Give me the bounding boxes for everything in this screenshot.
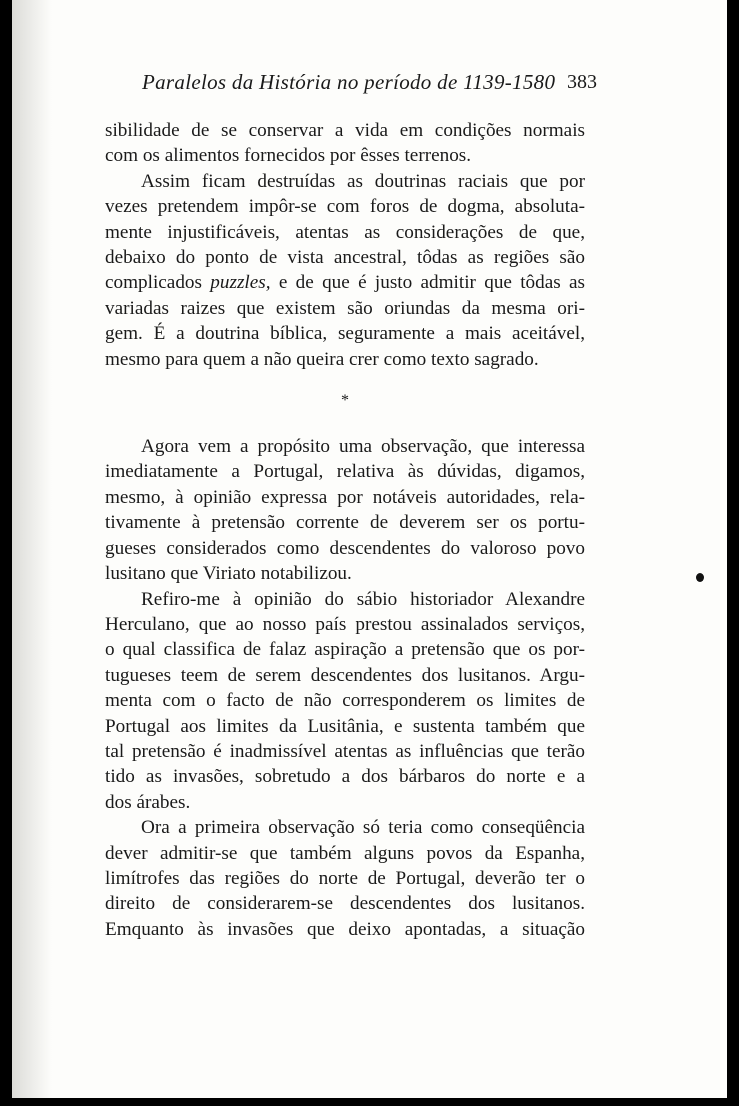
text-line: o qual classifica de falaz aspiração a pretensão que os por- <box>105 639 585 661</box>
page-gutter-shade <box>12 0 52 1098</box>
paragraph-1 <box>105 118 585 169</box>
italic-term: puzzles, <box>210 272 271 294</box>
text-line: Assim ficam destruídas as doutrinas raciais que por <box>141 170 585 192</box>
text-line: menta com o facto de não corresponderem os limites de <box>105 690 585 712</box>
text-line: mesmo para quem a não queira crer como texto sagrado. <box>105 348 539 370</box>
text-line: Emquanto às invasões que deixo apontadas, a situação <box>105 918 585 940</box>
text-line: gem. É a doutrina bíblica, seguramente a mais aceitável, <box>105 323 585 345</box>
text-line: com os alimentos fornecidos por êsses terrenos. <box>105 145 472 167</box>
text-line: gueses considerados como descendentes do valoroso povo <box>105 537 585 559</box>
text-line: dever admitir-se que também alguns povos da Espanha, <box>105 842 585 864</box>
text-line: tal pretensão é inadmissível atentas as influências que terão <box>105 740 585 762</box>
text-line: Agora vem a propósito uma observação, que interessa <box>141 436 585 458</box>
text-segment: complicados <box>105 272 202 294</box>
text-line: tivamente à pretensão corrente de deverem ser os portu- <box>105 512 585 534</box>
text-line: mesmo, à opinião expressa por notáveis autoridades, rela- <box>105 486 585 508</box>
text-line: sibilidade de se conservar a vida em condições normais <box>105 120 585 141</box>
body-text <box>105 118 585 942</box>
page-number: 383 <box>567 71 597 93</box>
text-line-mixed <box>105 270 585 295</box>
text-line: debaixo do ponto de vista ancestral, tôdas as regiões são <box>105 247 585 269</box>
book-page <box>12 0 727 1098</box>
text-line: imediatamente a Portugal, relativa às dúvidas, digamos, <box>105 461 585 483</box>
text-line: Ora a primeira observação só teria como conseqüência <box>141 817 585 839</box>
paragraph-4 <box>105 587 585 816</box>
text-line: tido as invasões, sobretudo a dos bárbaros do norte e a <box>105 766 585 788</box>
paragraph-5 <box>105 815 585 942</box>
paragraph-2 <box>105 169 585 372</box>
section-separator: * <box>341 392 349 410</box>
text-line: tugueses teem de serem descendentes dos lusitanos. Argu- <box>105 664 585 686</box>
margin-ink-dot <box>696 573 704 582</box>
text-line: Portugal aos limites da Lusitânia, e sustenta também que <box>105 715 585 737</box>
text-line: dos árabes. <box>105 791 191 813</box>
text-line: variadas raizes que existem são oriundas da mesma ori- <box>105 297 585 319</box>
running-title: Paralelos da História no período de 1139-1580 <box>142 70 556 94</box>
text-line: Herculano, que ao nosso país prestou assinalados serviços, <box>105 613 585 635</box>
text-line: vezes pretendem impôr-se com foros de dogma, absoluta- <box>105 196 585 218</box>
text-line: limítrofes das regiões do norte de Portugal, deverão ter o <box>105 867 585 889</box>
text-line: lusitano que Viriato notabilizou. <box>105 563 352 585</box>
text-line: Refiro-me à opinião do sábio historiador Alexandre <box>141 588 585 610</box>
text-line: mente injustificáveis, atentas as considerações de que, <box>105 221 585 243</box>
running-head <box>142 70 597 102</box>
text-segment: e de que é justo admitir que tôdas as <box>278 272 585 294</box>
text-line: direito de considerarem-se descendentes dos lusitanos. <box>105 893 585 915</box>
paragraph-3 <box>105 434 585 586</box>
